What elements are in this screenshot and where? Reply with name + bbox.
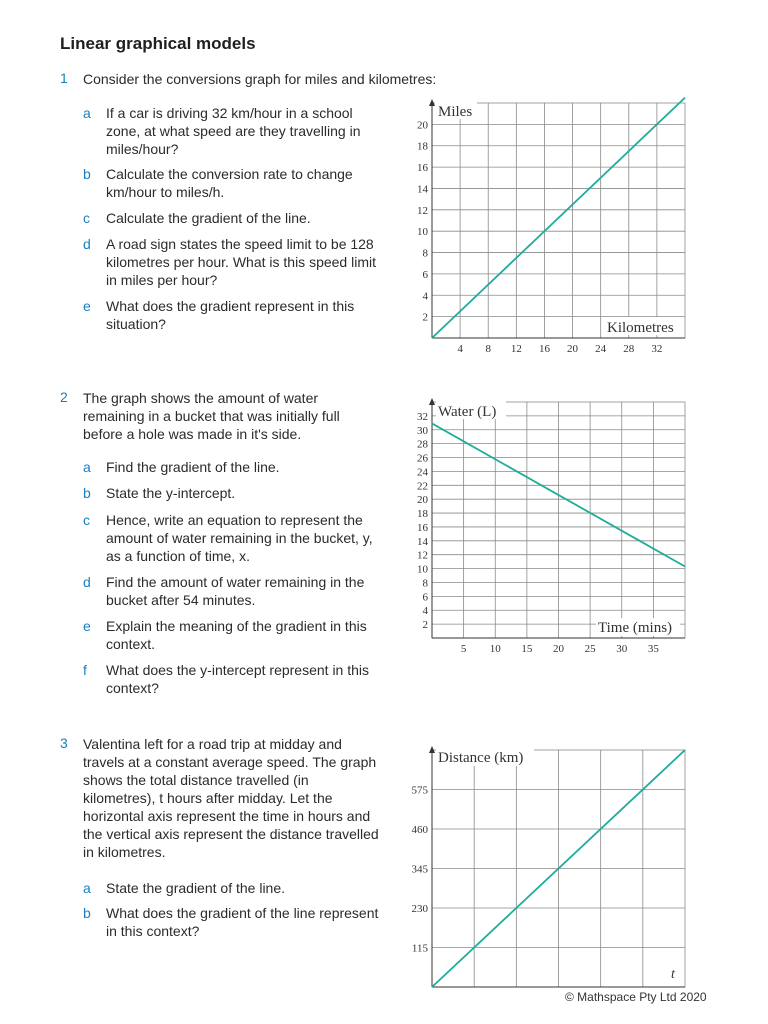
item-text: Calculate the conversion rate to change km/hour to miles/h. [106, 166, 353, 200]
question-2b [83, 484, 383, 502]
y-tick-labels [412, 785, 429, 955]
y-tick-label: 575 [411, 784, 428, 797]
x-axis-label: t [671, 967, 675, 982]
item-label: a [83, 880, 91, 896]
question-1c [83, 209, 383, 227]
item-text: State the y-intercept. [106, 485, 236, 501]
x-tick-label: 8 [485, 343, 491, 355]
distance-graph [395, 742, 695, 998]
y-tick-label: 32 [417, 410, 428, 423]
y-tick-label: 2 [422, 311, 428, 324]
item-label: b [83, 485, 91, 501]
y-axis-arrow [429, 746, 435, 753]
question-2a [83, 458, 383, 476]
item-text: A road sign states the speed limit to be 128 kilometres per hour. What is this speed limit in miles per hour? [106, 236, 376, 288]
y-tick-label: 4 [422, 605, 428, 618]
item-label: d [83, 574, 91, 590]
item-label: e [83, 618, 91, 634]
water-graph [395, 396, 695, 661]
y-tick-label: 18 [417, 508, 428, 521]
y-tick-label: 22 [417, 480, 428, 493]
x-tick-label: 12 [510, 343, 522, 355]
question-1e [83, 297, 383, 333]
y-tick-label: 8 [422, 577, 428, 590]
item-text: Find the gradient of the line. [106, 459, 280, 475]
y-tick-labels [417, 119, 429, 323]
miles-km-graph [395, 95, 695, 360]
y-tick-label: 230 [411, 903, 428, 915]
x-tick-label: 28 [623, 343, 635, 355]
x-tick-labels [461, 643, 660, 655]
question-2d [83, 573, 383, 609]
item-label: d [83, 236, 91, 252]
y-tick-label: 4 [422, 290, 428, 303]
x-tick-label: 25 [584, 643, 596, 655]
question-2e [83, 617, 383, 653]
item-label: f [83, 662, 87, 678]
question-2-text: The graph shows the amount of water remaining in a bucket that was initially full before a hole was made in it's side. [83, 390, 340, 442]
question-3-text: Valentina left for a road trip at midday and travels at a constant average speed. The graph shows the total distance travelled (in kilometres), t hours after midday. Let the horizontal axis represent the time in hours and the vertical axis represent the distance travelled in kilometres. [83, 736, 379, 860]
grid [432, 402, 685, 638]
y-tick-label: 14 [417, 535, 428, 548]
y-tick-label: 2 [422, 619, 428, 632]
data-line [432, 98, 685, 338]
y-axis-arrow [429, 398, 435, 405]
y-tick-label: 20 [417, 494, 428, 507]
question-3b [83, 904, 383, 940]
item-label: a [83, 459, 91, 475]
x-tick-label: 20 [567, 343, 579, 355]
item-text: Hence, write an equation to represent the amount of water remaining in the bucket, y, as a function of time, x. [106, 512, 373, 564]
question-1b [83, 165, 383, 201]
item-text: What does the gradient represent in this situation? [106, 298, 355, 332]
x-tick-label: 10 [489, 643, 501, 655]
question-1d [83, 235, 383, 289]
y-tick-label: 16 [417, 162, 428, 175]
worksheet-title: Linear graphical models [60, 34, 256, 53]
item-text: What does the gradient of the line represent in this context? [106, 905, 379, 939]
x-tick-label: 20 [553, 643, 564, 655]
item-label: c [83, 210, 90, 226]
y-tick-label: 10 [417, 563, 428, 576]
y-tick-labels [417, 411, 429, 631]
question-1a [83, 104, 383, 158]
y-tick-label: 345 [411, 863, 428, 876]
x-axis-label: Kilometres [607, 320, 674, 336]
y-tick-label: 14 [417, 183, 428, 196]
item-text: Explain the meaning of the gradient in this context. [106, 618, 367, 652]
x-tick-label: 4 [457, 343, 463, 355]
y-tick-label: 6 [422, 591, 428, 604]
copyright-footer: © Mathspace Pty Ltd 2020 [565, 990, 707, 1004]
question-3a [83, 879, 383, 897]
question-1-text: Consider the conversions graph for miles and kilometres: [83, 71, 437, 87]
x-tick-label: 5 [460, 643, 467, 655]
item-text: Calculate the gradient of the line. [106, 210, 311, 226]
item-label: b [83, 905, 91, 921]
y-tick-label: 24 [417, 466, 428, 479]
question-2c [83, 511, 383, 565]
y-tick-label: 12 [417, 549, 428, 562]
y-tick-label: 26 [417, 452, 428, 465]
question-2-number: 2 [60, 389, 68, 405]
y-tick-label: 28 [417, 438, 428, 451]
x-axis-label: Time (mins) [598, 620, 673, 636]
y-tick-label: 6 [422, 268, 428, 281]
item-label: a [83, 105, 91, 121]
item-label: c [83, 512, 90, 528]
item-label: e [83, 298, 91, 314]
y-axis-label: Miles [438, 104, 473, 120]
x-tick-label: 32 [651, 343, 663, 355]
y-tick-label: 8 [422, 247, 428, 260]
y-tick-label: 460 [411, 824, 428, 836]
item-text: State the gradient of the line. [106, 880, 286, 896]
y-axis-label: Water (L) [438, 404, 497, 420]
y-tick-label: 20 [417, 119, 428, 132]
y-tick-label: 18 [417, 140, 428, 153]
item-label: b [83, 166, 91, 182]
x-tick-labels [457, 343, 662, 355]
y-tick-label: 10 [417, 226, 428, 239]
y-axis-arrow [429, 99, 435, 106]
y-tick-label: 16 [417, 521, 428, 534]
item-text: What does the y-intercept represent in this context? [106, 662, 370, 696]
question-1-number: 1 [60, 70, 68, 86]
question-3-number: 3 [60, 735, 68, 751]
x-tick-label: 24 [595, 343, 607, 355]
item-text: If a car is driving 32 km/hour in a school zone, at what speed are they travelling in miles/hour? [106, 105, 361, 157]
x-tick-label: 16 [538, 343, 550, 355]
question-2f [83, 661, 383, 697]
y-tick-label: 30 [417, 424, 428, 437]
y-axis-label: Distance (km) [438, 750, 524, 766]
x-tick-label: 15 [521, 643, 533, 655]
y-tick-label: 12 [417, 204, 428, 217]
y-tick-label: 115 [411, 942, 428, 955]
x-tick-label: 35 [647, 643, 659, 655]
item-text: Find the amount of water remaining in the bucket after 54 minutes. [106, 574, 365, 608]
x-tick-label: 30 [616, 643, 628, 655]
